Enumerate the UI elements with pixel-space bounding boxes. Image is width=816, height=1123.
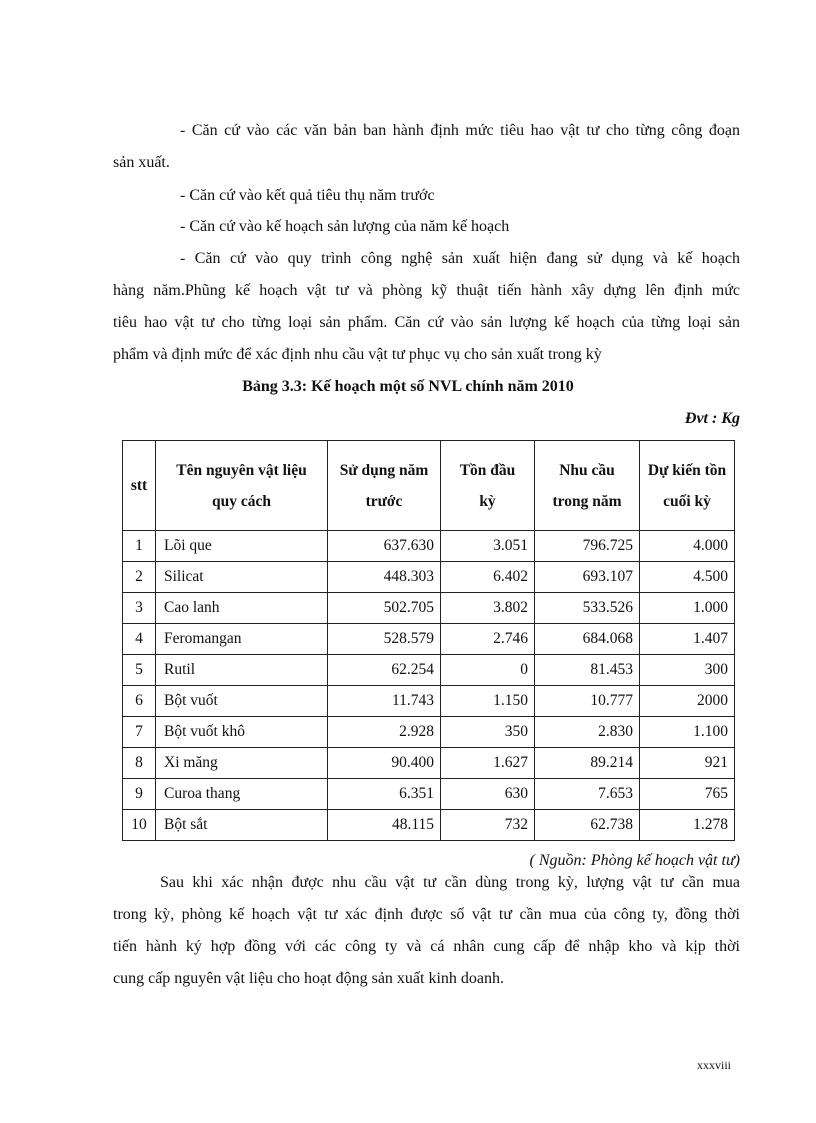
cell-annual-demand: 81.453 xyxy=(535,655,640,686)
cell-planned-closing-stock: 4.500 xyxy=(640,562,735,593)
paragraph-1-line-1: - Căn cứ vào các văn bản ban hành định mức tiêu hao vật tư cho từng công đoạn xyxy=(180,122,740,139)
paragraph-4-line-2: hàng năm.Phũng kế hoạch vật tư và phòng kỹ thuật tiến hành xây dựng lên định mức xyxy=(113,282,740,299)
cell-opening-stock: 1.627 xyxy=(441,748,535,779)
cell-planned-closing-stock: 300 xyxy=(640,655,735,686)
cell-stt: 5 xyxy=(123,655,156,686)
table-title: Bảng 3.3: Kế hoạch một số NVL chính năm 2010 xyxy=(242,378,574,395)
table-source-note: ( Nguồn: Phòng kế hoạch vật tư) xyxy=(529,852,740,869)
closing-paragraph-line-4: cung cấp nguyên vật liệu cho hoạt động sản xuất kinh doanh. xyxy=(113,970,505,987)
cell-annual-demand: 10.777 xyxy=(535,686,640,717)
cell-opening-stock: 350 xyxy=(441,717,535,748)
table-row xyxy=(123,686,735,717)
cell-used-last-year: 90.400 xyxy=(328,748,441,779)
table-row xyxy=(123,810,735,841)
cell-annual-demand: 62.738 xyxy=(535,810,640,841)
cell-stt: 1 xyxy=(123,531,156,562)
header-material-name: Tên nguyên vật liệu quy cách xyxy=(156,441,328,531)
cell-material-name: Bột sắt xyxy=(156,810,328,841)
table-unit: Đvt : Kg xyxy=(684,410,740,427)
cell-material-name: Silicat xyxy=(156,562,328,593)
table-row xyxy=(123,655,735,686)
cell-annual-demand: 7.653 xyxy=(535,779,640,810)
table-row xyxy=(123,624,735,655)
cell-opening-stock: 0 xyxy=(441,655,535,686)
cell-annual-demand: 693.107 xyxy=(535,562,640,593)
cell-planned-closing-stock: 1.278 xyxy=(640,810,735,841)
cell-opening-stock: 630 xyxy=(441,779,535,810)
header-annual-demand: Nhu cầu trong năm xyxy=(535,441,640,531)
cell-stt: 4 xyxy=(123,624,156,655)
cell-opening-stock: 732 xyxy=(441,810,535,841)
cell-material-name: Rutil xyxy=(156,655,328,686)
cell-annual-demand: 2.830 xyxy=(535,717,640,748)
header-used-last-year: Sử dụng năm trước xyxy=(328,441,441,531)
cell-material-name: Lõi que xyxy=(156,531,328,562)
cell-stt: 10 xyxy=(123,810,156,841)
table-row xyxy=(123,562,735,593)
cell-used-last-year: 2.928 xyxy=(328,717,441,748)
table-row xyxy=(123,531,735,562)
materials-table xyxy=(122,440,735,841)
cell-planned-closing-stock: 921 xyxy=(640,748,735,779)
table-row xyxy=(123,748,735,779)
closing-paragraph-line-2: trong kỳ, phòng kế hoạch vật tư xác định được số vật tư cần mua của công ty, đồng thời xyxy=(113,906,740,923)
paragraph-1-line-2: sản xuất. xyxy=(113,154,170,171)
cell-stt: 6 xyxy=(123,686,156,717)
closing-paragraph-line-3: tiến hành ký hợp đồng với các công ty và cá nhân cung cấp để nhập kho và kịp thời xyxy=(113,938,740,955)
cell-material-name: Cao lanh xyxy=(156,593,328,624)
cell-used-last-year: 48.115 xyxy=(328,810,441,841)
table-header-row xyxy=(123,441,735,531)
cell-material-name: Bột vuốt xyxy=(156,686,328,717)
cell-used-last-year: 637.630 xyxy=(328,531,441,562)
cell-annual-demand: 684.068 xyxy=(535,624,640,655)
paragraph-2: - Căn cứ vào kết quả tiêu thụ năm trước xyxy=(180,187,435,204)
closing-paragraph-line-1: Sau khi xác nhận được nhu cầu vật tư cần dùng trong kỳ, lượng vật tư cần mua xyxy=(160,874,740,891)
cell-used-last-year: 11.743 xyxy=(328,686,441,717)
cell-stt: 2 xyxy=(123,562,156,593)
page-number: xxxviii xyxy=(697,1058,732,1072)
cell-opening-stock: 3.802 xyxy=(441,593,535,624)
cell-planned-closing-stock: 1.000 xyxy=(640,593,735,624)
table-row xyxy=(123,779,735,810)
cell-used-last-year: 6.351 xyxy=(328,779,441,810)
cell-planned-closing-stock: 1.100 xyxy=(640,717,735,748)
paragraph-3: - Căn cứ vào kế hoạch sản lượng của năm kế hoạch xyxy=(180,218,510,235)
cell-material-name: Feromangan xyxy=(156,624,328,655)
paragraph-4-line-4: phẩm và định mức để xác định nhu cầu vật tư phục vụ cho sản xuất trong kỳ xyxy=(113,346,602,363)
cell-material-name: Bột vuốt khô xyxy=(156,717,328,748)
cell-annual-demand: 89.214 xyxy=(535,748,640,779)
cell-stt: 9 xyxy=(123,779,156,810)
cell-opening-stock: 2.746 xyxy=(441,624,535,655)
cell-opening-stock: 6.402 xyxy=(441,562,535,593)
cell-planned-closing-stock: 2000 xyxy=(640,686,735,717)
cell-planned-closing-stock: 4.000 xyxy=(640,531,735,562)
cell-used-last-year: 502.705 xyxy=(328,593,441,624)
cell-material-name: Xi măng xyxy=(156,748,328,779)
header-planned-closing-stock: Dự kiến tồn cuối kỳ xyxy=(640,441,735,531)
cell-planned-closing-stock: 765 xyxy=(640,779,735,810)
cell-stt: 7 xyxy=(123,717,156,748)
cell-planned-closing-stock: 1.407 xyxy=(640,624,735,655)
cell-stt: 3 xyxy=(123,593,156,624)
cell-opening-stock: 1.150 xyxy=(441,686,535,717)
cell-used-last-year: 448.303 xyxy=(328,562,441,593)
table-row xyxy=(123,593,735,624)
header-stt: stt xyxy=(123,441,156,531)
cell-annual-demand: 796.725 xyxy=(535,531,640,562)
cell-used-last-year: 62.254 xyxy=(328,655,441,686)
table-row xyxy=(123,717,735,748)
paragraph-4-line-1: - Căn cứ vào quy trình công nghệ sản xuất hiện đang sử dụng và kế hoạch xyxy=(180,250,740,267)
cell-used-last-year: 528.579 xyxy=(328,624,441,655)
paragraph-4-line-3: tiêu hao vật tư cho từng loại sản phẩm. Căn cứ vào sản lượng kế hoạch của từng loại sản xyxy=(113,314,740,331)
cell-annual-demand: 533.526 xyxy=(535,593,640,624)
cell-stt: 8 xyxy=(123,748,156,779)
cell-material-name: Curoa thang xyxy=(156,779,328,810)
header-opening-stock: Tồn đầu kỳ xyxy=(441,441,535,531)
cell-opening-stock: 3.051 xyxy=(441,531,535,562)
